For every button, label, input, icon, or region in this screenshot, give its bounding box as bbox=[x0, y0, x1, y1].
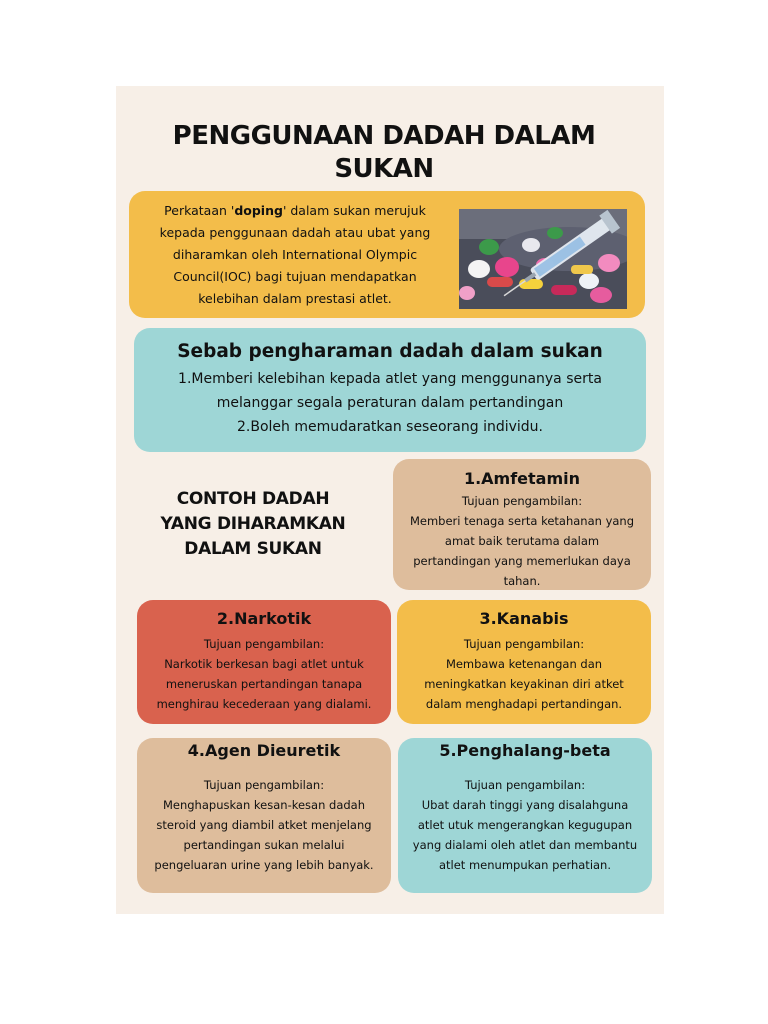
card-agen-dieuretik bbox=[137, 738, 391, 893]
sebab-heading: Sebab pengharaman dadah dalam sukan bbox=[177, 341, 603, 362]
sebab-box bbox=[134, 328, 646, 452]
card-penghalang-beta bbox=[398, 738, 652, 893]
sebab-line: 1.Memberi kelebihan kepada atlet yang menggunanya serta bbox=[178, 371, 602, 387]
sebab-line: 2.Boleh memudaratkan seseorang individu. bbox=[236, 419, 544, 435]
contoh-heading: CONTOH DADAH YANG DIHARAMKAN DALAM SUKAN bbox=[160, 489, 346, 559]
card-narkotik bbox=[137, 600, 391, 724]
card-text: Tujuan pengambilan: Narkotik berkesan bagi atlet untuk meneruskan pertandingan tanapa menghirau kecederaan yang dialami. bbox=[156, 637, 372, 711]
card-title: 1.Amfetamin bbox=[463, 469, 581, 488]
card-text: Tujuan pengambilan: Ubat darah tinggi yang disalahguna atlet utuk mengerangkan kegugupan yang dialami oleh atlet dan membantu atlet menumpukan perhatian. bbox=[412, 778, 638, 872]
intro-text: Perkataan 'doping' dalam sukan merujuk kepada penggunaan dadah atau ubat yang diharamkan oleh International Olympic Council(IOC) bagi tujuan mendapatkan kelebihan dalam prestasi atlet. bbox=[159, 203, 431, 306]
card-amfetamin bbox=[393, 459, 651, 590]
card-title: 2.Narkotik bbox=[216, 609, 312, 628]
card-kanabis bbox=[397, 600, 651, 724]
card-title: 5.Penghalang-beta bbox=[439, 741, 611, 760]
card-text: Tujuan pengambilan: Memberi tenaga serta ketahanan yang amat baik terutama dalam pertandingan yang memerlukan daya tahan. bbox=[409, 494, 635, 588]
card-text: Tujuan pengambilan: Membawa ketenangan dan meningkatkan keyakinan diri atket dalam menghadapi pertandingan. bbox=[424, 637, 624, 711]
intro-box bbox=[129, 191, 645, 318]
sebab-line: melanggar segala peraturan dalam pertandingan bbox=[216, 395, 564, 411]
pills-syringe-image bbox=[459, 209, 627, 309]
card-title: 3.Kanabis bbox=[479, 609, 569, 628]
card-text: Tujuan pengambilan: Menghapuskan kesan-kesan dadah steroid yang diambil atket menjelang pertandingan sukan melalui pengeluaran urine yang lebih banyak. bbox=[154, 778, 374, 872]
page-title: PENGGUNAAN DADAH DALAM SUKAN bbox=[172, 121, 596, 184]
card-title: 4.Agen Dieuretik bbox=[187, 741, 341, 760]
